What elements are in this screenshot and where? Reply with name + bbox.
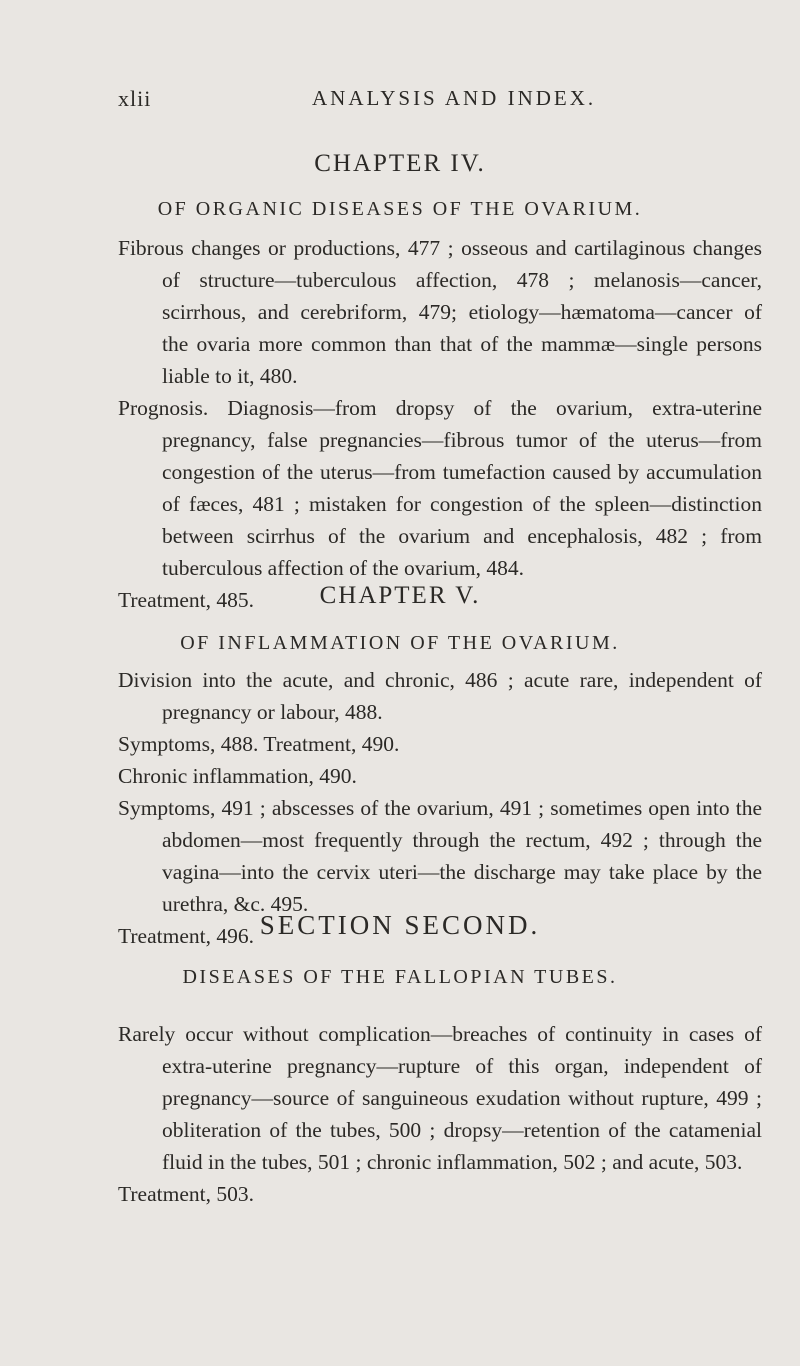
- index-entry: Symptoms, 488. Treatment, 490.: [118, 732, 400, 756]
- section-second-title: SECTION SECOND.: [259, 910, 541, 940]
- index-entry: Treatment, 496.: [118, 924, 254, 948]
- chapter-v-entries: [118, 664, 762, 952]
- chapter-iv-subtitle: OF ORGANIC DISEASES OF THE OVARIUM.: [157, 198, 643, 220]
- index-entry: Prognosis. Diagnosis—from dropsy of the ovarium, extra-uterine pregnancy, false pregnancies—fibrous tumor of the uterus—from congestion of the uterus—from tumefaction caused by accumulation of fæces, 481 ; mistaken for congestion of the spleen—distinction between scirrhus of the ovarium and encephalosis, 482 ; from tuberculous affection of the ovarium, 484.: [118, 396, 762, 580]
- index-entry: Rarely occur without complication—breaches of continuity in cases of extra-uterine pregnancy—rupture of this organ, independent of pregnancy—source of sanguineous exudation without rupture, 499 ; obliteration of the tubes, 500 ; dropsy—retention of the catamenial fluid in the tubes, 501 ; chronic inflammation, 502 ; and acute, 503.: [118, 1022, 762, 1174]
- index-entry: Chronic inflammation, 490.: [118, 764, 357, 788]
- index-entry: Division into the acute, and chronic, 486 ; acute rare, independent of pregnancy or labour, 488.: [118, 668, 762, 724]
- running-head: [118, 86, 762, 116]
- chapter-v-subtitle: OF INFLAMMATION OF THE OVARIUM.: [180, 632, 620, 654]
- index-entry: Treatment, 485.: [118, 588, 254, 612]
- chapter-iv-entries: [118, 232, 762, 616]
- index-entry: Treatment, 503.: [118, 1182, 254, 1206]
- chapter-v-title: CHAPTER V.: [319, 582, 481, 609]
- running-title: ANALYSIS AND INDEX.: [312, 86, 597, 110]
- page-number: xlii: [118, 86, 152, 111]
- index-entry: Fibrous changes or productions, 477 ; osseous and cartilaginous changes of structure—tuberculous affection, 478 ; melanosis—cancer, scirrhous, and cerebriform, 479; etiology—hæmatoma—cancer of the ovaria more common than that of the mammæ—single persons liable to it, 480.: [118, 236, 762, 388]
- index-entry: Symptoms, 491 ; abscesses of the ovarium, 491 ; sometimes open into the abdomen—most frequently through the rectum, 492 ; through the vagina—into the cervix uteri—the discharge may take place by the urethra, &c. 495.: [118, 796, 762, 916]
- chapter-iv-title: CHAPTER IV.: [314, 150, 486, 177]
- section-second-subtitle: DISEASES OF THE FALLOPIAN TUBES.: [182, 966, 618, 988]
- section-second-entries: [118, 1018, 762, 1210]
